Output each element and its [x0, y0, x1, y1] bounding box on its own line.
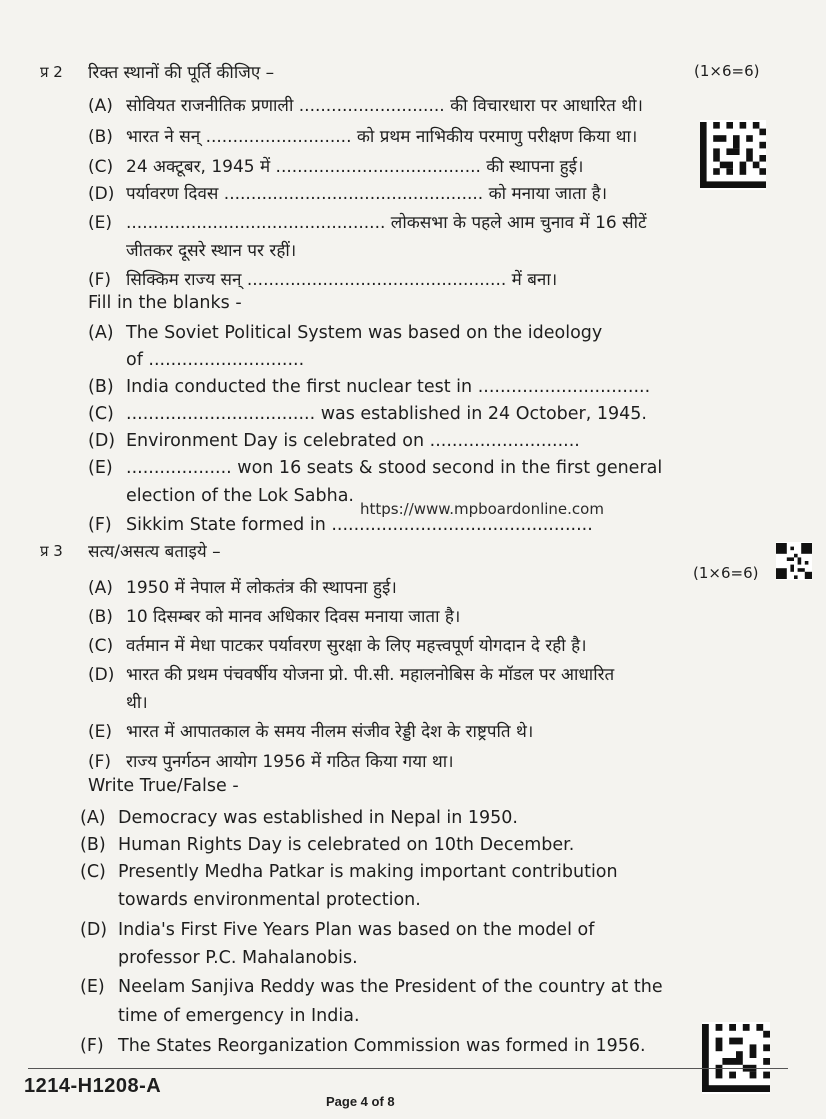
q3-hi-item-b: (B) 10 दिसम्बर को मानव अधिकार दिवस मनाया जाता है।: [88, 607, 461, 627]
q3-hi-item-f: (F) राज्य पुनर्गठन आयोग 1956 में गठित किया गया था।: [88, 752, 454, 772]
q3-en-item-e: (E) Neelam Sanjiva Reddy was the President of the country at the: [80, 977, 663, 997]
q2-hi-item-e-cont: जीतकर दूसरे स्थान पर रहीं।: [126, 241, 297, 261]
q3-en-item-b: (B) Human Rights Day is celebrated on 10th December.: [80, 835, 575, 855]
q3-hi-item-a: (A) 1950 में नेपाल में लोकतंत्र की स्थापना हुई।: [88, 578, 397, 598]
q2-hi-item-c: (C) 24 अक्टूबर, 1945 में ...................................... की स्थापना हुई।: [88, 157, 584, 177]
q2-en-item-d: (D) Environment Day is celebrated on ...........................: [88, 431, 580, 451]
page-number: Page 4 of 8: [326, 1094, 395, 1109]
q3-hi-item-e: (E) भारत में आपातकाल के समय नीलम संजीव रेड्डी देश के राष्ट्रपति थे।: [88, 722, 534, 742]
q3-heading-english: Write True/False -: [88, 776, 239, 796]
q2-hi-item-b: (B) भारत ने सन् ........................... को प्रथम नाभिकीय परमाणु परीक्षण किया था।: [88, 127, 638, 147]
q3-heading-hindi: सत्य/असत्य बताइये –: [88, 542, 221, 562]
q3-en-item-c-cont: towards environmental protection.: [118, 890, 421, 910]
q2-en-item-e: (E) ................... won 16 seats & stood second in the first general: [88, 458, 663, 478]
q2-en-item-b: (B) India conducted the first nuclear test in ...............................: [88, 377, 651, 397]
q3-en-item-c: (C) Presently Medha Patkar is making important contribution: [80, 862, 618, 882]
q3-en-item-d-cont: professor P.C. Mahalanobis.: [118, 948, 358, 968]
q2-hi-item-d: (D) पर्यावरण दिवस ................................................ को मनाया जाता है।: [88, 184, 608, 204]
watermark-url: https://www.mpboardonline.com: [360, 500, 604, 518]
q3-hi-item-d: (D) भारत की प्रथम पंचवर्षीय योजना प्रो. पी.सी. महालनोबिस के मॉडल पर आधारित: [88, 665, 615, 685]
q2-heading-hindi: रिक्त स्थानों की पूर्ति कीजिए –: [88, 63, 275, 83]
q2-marks: (1×6=6): [694, 62, 760, 80]
q3-en-item-a: (A) Democracy was established in Nepal in 1950.: [80, 808, 518, 828]
q3-hi-item-c: (C) वर्तमान में मेधा पाटकर पर्यावरण सुरक्षा के लिए महत्त्वपूर्ण योगदान दे रही है।: [88, 636, 587, 656]
footer-rule: [28, 1068, 788, 1069]
paper-code: 1214-H1208-A: [24, 1075, 162, 1097]
q2-en-item-a: (A) The Soviet Political System was based on the ideology: [88, 323, 603, 343]
q2-hi-item-e: (E) ................................................ लोकसभा के पहले आम चुनाव में 16 सीटें: [88, 213, 647, 233]
qr-code-small-icon: [776, 542, 812, 580]
q2-heading-english: Fill in the blanks -: [88, 293, 242, 313]
q2-hi-item-a: (A) सोवियत राजनीतिक प्रणाली ........................... की विचारधारा पर आधारित थी।: [88, 96, 643, 116]
q3-en-item-d: (D) India's First Five Years Plan was based on the model of: [80, 920, 595, 940]
q2-hi-item-f: (F) सिक्किम राज्य सन् ................................................ में बना।: [88, 270, 558, 290]
qr-code-icon: [700, 120, 766, 190]
q3-number: प्र 3: [40, 542, 63, 560]
q2-en-item-e-cont: election of the Lok Sabha.: [126, 486, 354, 506]
qr-code-bottom-icon: [702, 1022, 770, 1094]
q3-en-item-e-cont: time of emergency in India.: [118, 1006, 360, 1026]
q2-en-item-c: (C) .................................. was established in 24 October, 1945.: [88, 404, 647, 424]
q2-number: प्र 2: [40, 63, 63, 81]
q3-hi-item-d-cont: थी।: [126, 693, 148, 713]
q3-en-item-f: (F) The States Reorganization Commission was formed in 1956.: [80, 1036, 646, 1056]
q2-en-item-a-cont: of ............................: [126, 350, 305, 370]
q2-en-item-f: (F) Sikkim State formed in ...............................................: [88, 515, 593, 535]
q3-marks: (1×6=6): [693, 564, 759, 582]
